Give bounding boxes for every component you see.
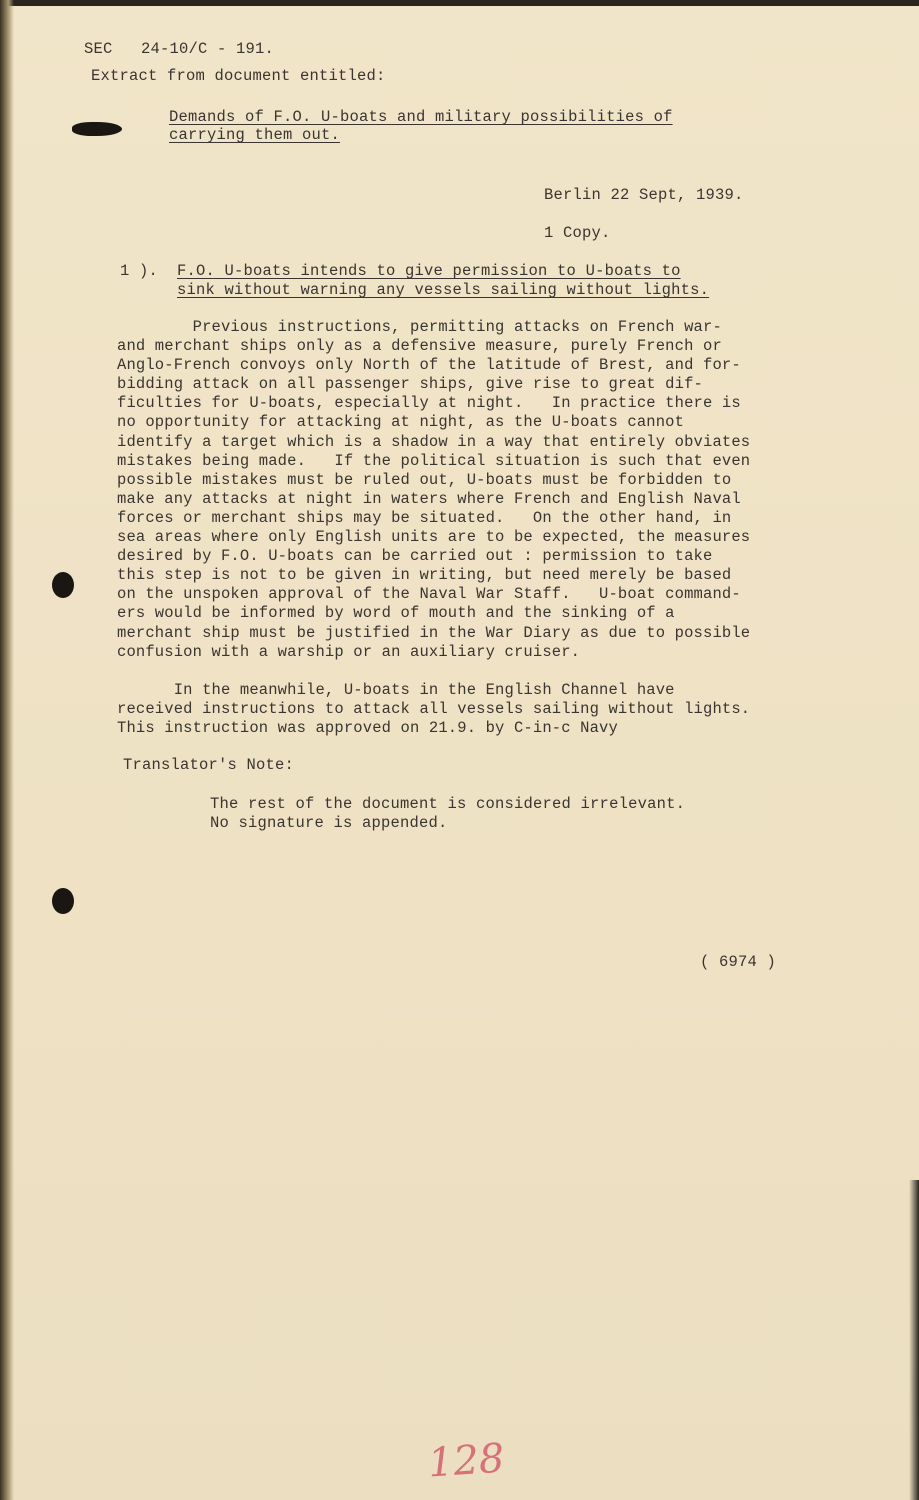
section-heading-line1: F.O. U-boats intends to give permission to U-boats to (177, 262, 681, 280)
section-heading-line2: sink without warning any vessels sailing without lights. (177, 281, 710, 299)
handwritten-page-number: 128 (426, 1435, 506, 1487)
document-title-line1: Demands of F.O. U-boats and military possibilities of (169, 108, 673, 126)
scan-edge-right (909, 1180, 919, 1500)
translator-note-label: Translator's Note: (123, 756, 295, 774)
reference-number: SEC 24-10/C - 191. (84, 40, 275, 58)
punch-hole-top (72, 122, 122, 136)
scan-edge-left (0, 0, 14, 1500)
translator-note: The rest of the document is considered irrelevant. No signature is appended. (210, 795, 686, 832)
intro-text: Extract from document entitled: (91, 67, 386, 85)
document-number: ( 6974 ) (700, 953, 777, 971)
document-title-line2: carrying them out. (169, 126, 341, 144)
paragraph-1: Previous instructions, permitting attacks on French war- and merchant ships only as a defensive measure, purely French or Anglo-French convoys only North of the latitude of Brest, and for- bidding attack on all passenger ships, give rise to great dif- ficulties for U-boats, especially at night. In practice there is no opportunity for attacking at night, as the U-boats cannot identify a target which is a shadow in a way that entirely obviates mistakes being made. If the political situation is such that even possible mistakes must be ruled out, U-boats must be forbidden to make any attacks at night in waters where French and English Naval forces or merchant ships may be situated. On the other hand, in sea areas where only English units are to be expected, the measures desired by F.O. U-boats can be carried out : permission to take this step is not to be given in writing, but need merely be based on the unspoken approval of the Naval War Staff. U-boat command- ers would be informed by word of mouth and the sinking of a merchant ship must be justified in the War Diary as due to possible confusion with a warship or an auxiliary cruiser. (117, 318, 751, 661)
punch-hole-middle (52, 572, 74, 598)
paragraph-2: In the meanwhile, U-boats in the English Channel have received instructions to attack all vessels sailing without lights. This instruction was approved on 21.9. by C-in-c Navy (117, 681, 751, 738)
punch-hole-bottom (52, 888, 74, 914)
copy-count: 1 Copy. (544, 224, 611, 242)
place-date: Berlin 22 Sept, 1939. (544, 186, 744, 204)
section-number: 1 ). (120, 262, 159, 280)
scan-edge-top (0, 0, 919, 6)
